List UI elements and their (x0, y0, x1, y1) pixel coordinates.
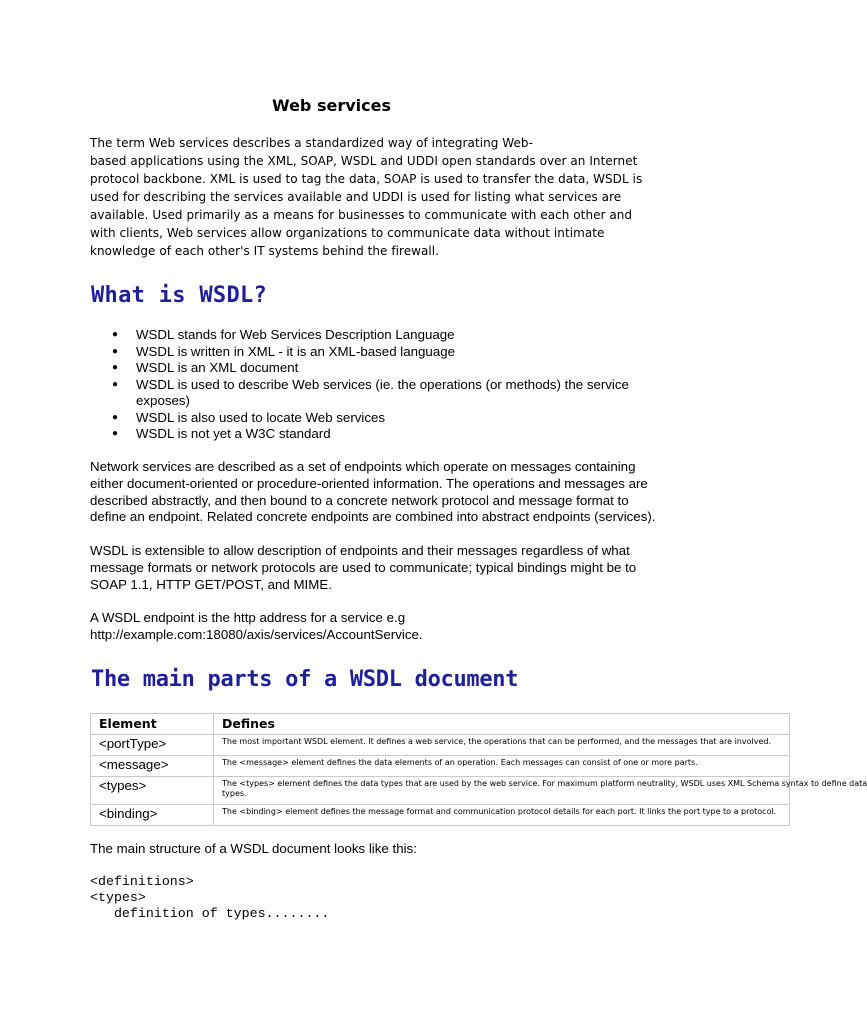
defines-cell (214, 777, 867, 805)
intro-line: The term Web services describes a standardized way of integrating Web- (90, 136, 533, 150)
defines-text: The <message> element defines the data elements of an operation. Each messages can consist of one or more parts. (222, 758, 698, 767)
wsdl-bullet-list (90, 327, 690, 443)
heading-what-is-wsdl: What is WSDL? (91, 283, 268, 308)
bullet-icon: ● (112, 428, 119, 439)
intro-line: available. Used primarily as a means for businesses to communicate with each other and (90, 208, 633, 222)
page-title: Web services (272, 96, 391, 115)
defines-text: The <types> element defines the data types that are used by the web service. For maximum platform neutrality, WSDL uses XML Schema syntax to define data (222, 779, 867, 788)
code-block (90, 874, 329, 922)
paragraph-line: either document-oriented or procedure-oriented information. The operations and messages are (90, 475, 648, 491)
paragraph-line: A WSDL endpoint is the http address for a service e.g (90, 610, 406, 625)
defines-cell (214, 756, 790, 777)
bullet-icon: ● (112, 329, 119, 340)
list-item-text: WSDL is also used to locate Web services (136, 409, 386, 425)
element-cell: <portType> (91, 735, 214, 756)
extensibility-paragraph (90, 543, 770, 593)
list-item (90, 410, 690, 427)
defines-cell (214, 735, 790, 756)
code-line: definition of types........ (90, 906, 330, 921)
list-item-text: WSDL stands for Web Services Description Language (136, 327, 455, 342)
list-item-text: WSDL is written in XML - it is an XML-based language (136, 343, 456, 359)
table-row (91, 777, 790, 805)
list-item-text: WSDL is an XML document (136, 360, 299, 375)
bullet-icon: ● (112, 362, 119, 373)
paragraph-line: Network services are described as a set of endpoints which operate on messages containing (90, 459, 636, 474)
bullet-icon: ● (112, 378, 119, 390)
list-item-text: WSDL is not yet a W3C standard (136, 426, 331, 441)
intro-line: protocol backbone. XML is used to tag the data, SOAP is used to transfer the data, WSDL is (90, 172, 643, 186)
structure-intro-text: The main structure of a WSDL document looks like this: (90, 841, 417, 856)
column-header-element: Element (91, 714, 214, 735)
defines-text: types. (222, 789, 247, 798)
intro-paragraph (90, 134, 680, 260)
element-cell: <message> (91, 756, 214, 777)
defines-cell (214, 805, 790, 826)
list-item (90, 360, 690, 377)
list-item (90, 426, 690, 443)
intro-line: with clients, Web services allow organizations to communicate data without intimate (90, 226, 605, 240)
code-line: <types> (90, 890, 146, 905)
column-header-defines: Defines (214, 714, 790, 735)
paragraph-line: define an endpoint. Related concrete endpoints are combined into abstract endpoints (services). (90, 509, 656, 525)
list-item-text-continued: exposes) (136, 393, 190, 408)
table-header-row (91, 714, 790, 735)
table-row (91, 756, 790, 777)
bullet-icon: ● (112, 411, 119, 423)
endpoint-paragraph (90, 610, 770, 644)
paragraph-line: SOAP 1.1, HTTP GET/POST, and MIME. (90, 576, 332, 592)
intro-line: used for describing the services available and UDDI is used for listing what services are (90, 190, 622, 204)
paragraph-line: message formats or network protocols are used to communicate; typical bindings might be to (90, 559, 637, 575)
wsdl-parts-table (90, 713, 867, 826)
intro-line: knowledge of each other's IT systems behind the firewall. (90, 244, 440, 258)
defines-text: The most important WSDL element. It defines a web service, the operations that can be performed, and the messages that are involved. (222, 737, 771, 746)
list-item-text: WSDL is used to describe Web services (ie. the operations (or methods) the service (136, 376, 629, 392)
table-row (91, 735, 790, 756)
list-item (90, 327, 690, 344)
element-cell: <types> (91, 777, 214, 805)
endpoint-url: http://example.com:18080/axis/services/AccountService. (90, 626, 423, 642)
defines-text: The <binding> element defines the message format and communication protocol details for each port. It links the port type to a protocol. (222, 807, 777, 816)
list-item (90, 344, 690, 361)
network-services-paragraph (90, 459, 770, 526)
intro-line: based applications using the XML, SOAP, WSDL and UDDI open standards over an Internet (90, 154, 638, 168)
element-cell: <binding> (91, 805, 214, 826)
table-row (91, 805, 790, 826)
bullet-icon: ● (112, 345, 119, 357)
code-line: <definitions> (90, 874, 194, 889)
paragraph-line: WSDL is extensible to allow description of endpoints and their messages regardless of what (90, 543, 630, 558)
paragraph-line: described abstractly, and then bound to a concrete network protocol and message format to (90, 492, 629, 508)
list-item (90, 377, 690, 410)
heading-main-parts: The main parts of a WSDL document (91, 667, 519, 692)
